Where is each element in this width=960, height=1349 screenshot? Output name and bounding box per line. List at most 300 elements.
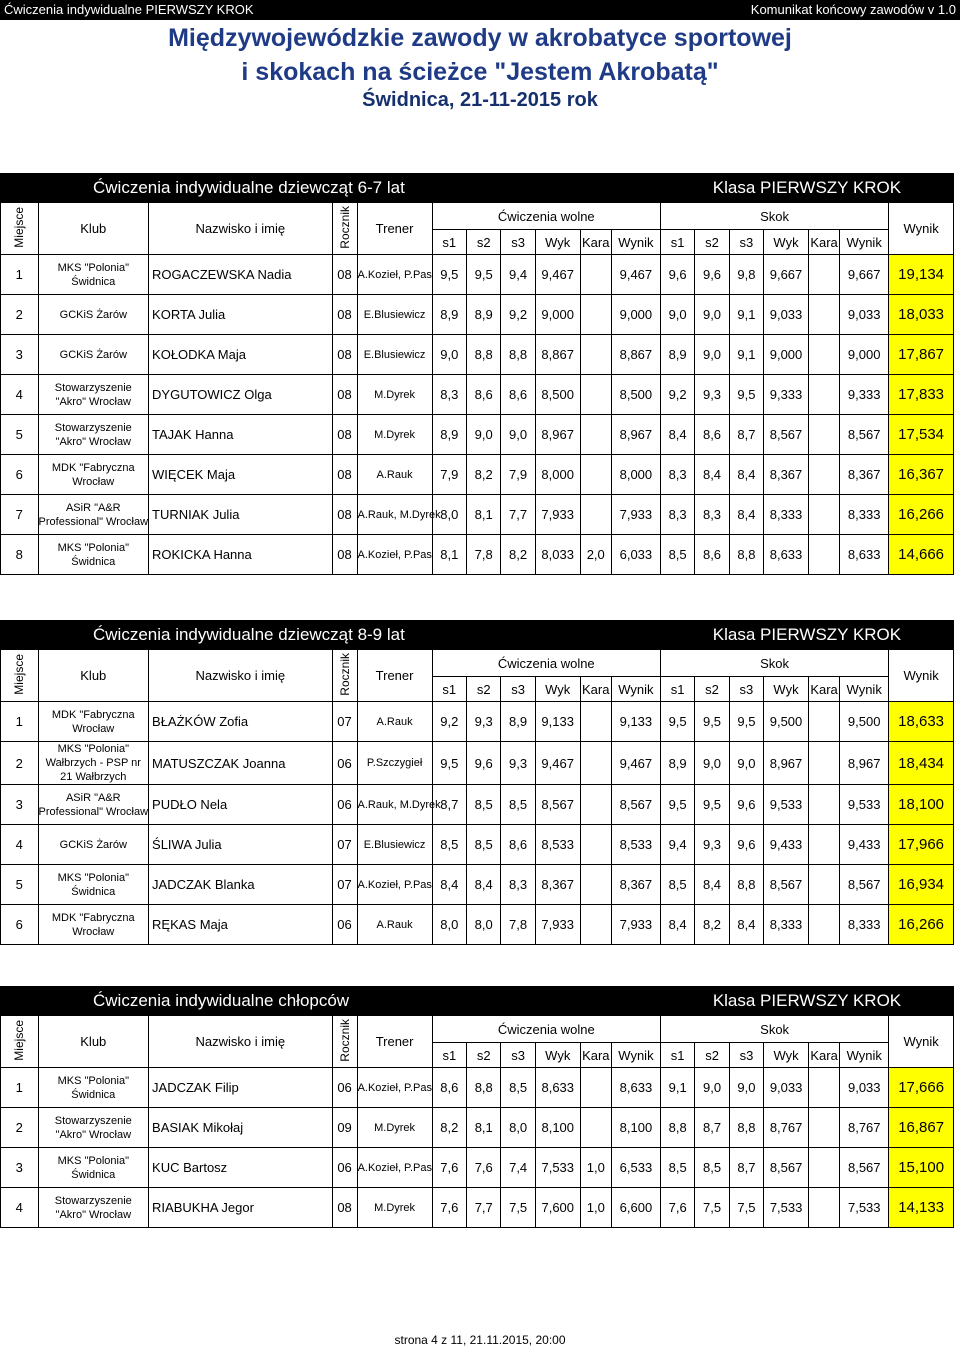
cell-floor-score: 8,0 [466,905,500,945]
header-vault-s3: s3 [729,677,763,702]
cell-coach: A.Rauk [357,905,432,945]
table-row [1,1108,954,1148]
table-row [1,375,954,415]
cell-floor-score: 7,7 [501,495,535,535]
table-row [1,1188,954,1228]
cell-total: 18,100 [889,785,954,825]
cell-vault-score: 8,633 [840,535,889,575]
header-vault-wyk: Wyk [764,230,809,255]
cell-floor-score: 9,5 [466,255,500,295]
header-result: Wynik [889,650,954,702]
cell-floor-score [580,905,611,945]
cell-coach: M.Dyrek [357,1108,432,1148]
cell-vault-score: 8,567 [764,865,809,905]
cell-name: BŁAŻKÓW Zofia [149,702,332,742]
cell-vault-score [808,375,839,415]
header-place-label: Miejsce [12,1019,27,1061]
cell-vault-score: 9,0 [660,295,694,335]
cell-vault-score: 9,667 [840,255,889,295]
header-year [332,650,357,702]
cell-vault-score: 7,6 [660,1188,694,1228]
cell-floor-score [580,255,611,295]
header-result: Wynik [889,203,954,255]
cell-vault-score: 9,4 [660,825,694,865]
cell-floor-score: 8,867 [535,335,580,375]
cell-floor-score: 8,100 [535,1108,580,1148]
cell-year: 08 [332,455,357,495]
cell-vault-score: 8,9 [660,335,694,375]
cell-coach: E.Blusiewicz [357,335,432,375]
cell-vault-score: 9,500 [840,702,889,742]
header-vault-s2: s2 [695,230,729,255]
cell-vault-score: 8,2 [695,905,729,945]
cell-club: Stowarzyszenie "Akro" Wrocław [38,1188,149,1228]
header-floor-wyk: Wyk [535,677,580,702]
cell-club: GCKiS Żarów [38,825,149,865]
cell-name: ROKICKA Hanna [149,535,332,575]
header-name: Nazwisko i imię [149,203,332,255]
cell-floor-score: 6,033 [611,535,660,575]
cell-floor-score [580,785,611,825]
cell-vault-score: 9,1 [729,295,763,335]
cell-vault-score: 8,5 [660,865,694,905]
cell-vault-score: 8,633 [764,535,809,575]
cell-floor-score: 8,0 [501,1108,535,1148]
cell-year: 08 [332,295,357,335]
cell-vault-score: 8,4 [695,455,729,495]
cell-vault-score [808,742,839,785]
header-vault-wynik: Wynik [840,230,889,255]
cell-vault-score: 9,0 [695,295,729,335]
cell-vault-score: 9,533 [840,785,889,825]
cell-place: 1 [1,702,39,742]
cell-floor-score: 7,6 [432,1148,466,1188]
cell-year: 06 [332,785,357,825]
cell-vault-score: 8,333 [840,905,889,945]
cell-club: MDK "Fabryczna Wrocław [38,455,149,495]
cell-floor-score [580,335,611,375]
header-floor-s1: s1 [432,677,466,702]
cell-year: 08 [332,415,357,455]
cell-coach: A.Rauk [357,455,432,495]
cell-place: 6 [1,455,39,495]
cell-floor-score: 7,933 [535,495,580,535]
cell-place: 2 [1,1108,39,1148]
cell-vault-score [809,1148,840,1188]
results-table-section-1 [0,173,954,575]
cell-floor-score: 7,933 [611,495,660,535]
header-vault-s1: s1 [660,677,694,702]
cell-place: 3 [1,1148,39,1188]
cell-floor-score: 8,2 [432,1108,466,1148]
cell-total: 14,666 [889,535,954,575]
cell-year: 07 [332,702,357,742]
section-class-label: Klasa PIERWSZY KROK [660,987,953,1016]
cell-floor-score: 8,2 [466,455,500,495]
cell-name: KUC Bartosz [149,1148,333,1188]
cell-name: TAJAK Hanna [149,415,332,455]
cell-vault-score: 8,9 [660,742,694,785]
header-floor-wynik: Wynik [611,230,660,255]
cell-vault-score: 9,1 [729,335,763,375]
cell-vault-score [808,702,839,742]
cell-vault-score: 8,4 [695,865,729,905]
cell-total: 17,666 [889,1068,954,1108]
cell-vault-score: 8,333 [764,905,809,945]
cell-place: 4 [1,1188,39,1228]
cell-year: 08 [332,335,357,375]
header-floor-kara: Kara [580,230,611,255]
section-title-bar [1,987,954,1016]
cell-vault-score: 9,0 [695,1068,729,1108]
cell-floor-score: 8,1 [466,495,500,535]
cell-vault-score [809,1108,840,1148]
cell-name: DYGUTOWICZ Olga [149,375,332,415]
header-floor: Ćwiczenia wolne [432,203,660,230]
cell-vault-score [808,905,839,945]
cell-vault-score: 9,5 [695,785,729,825]
header-floor-wyk: Wyk [535,230,580,255]
cell-floor-score: 7,5 [501,1188,535,1228]
cell-floor-score: 8,1 [467,1108,501,1148]
header-floor-s1: s1 [432,1043,466,1068]
header-floor-s3: s3 [501,677,535,702]
section-title: Ćwiczenia indywidualne dziewcząt 8-9 lat [1,621,661,650]
cell-floor-score: 8,967 [611,415,660,455]
header-floor-s2: s2 [466,230,500,255]
cell-place: 2 [1,295,39,335]
header-place-label: Miejsce [12,653,27,695]
cell-vault-score: 9,5 [729,702,763,742]
cell-total: 16,367 [889,455,954,495]
cell-vault-score: 9,2 [660,375,694,415]
table-row [1,255,954,295]
cell-floor-score: 8,5 [466,785,500,825]
cell-total: 17,867 [889,335,954,375]
header-coach: Trener [357,203,432,255]
cell-name: KORTA Julia [149,295,332,335]
cell-coach: A.Rauk, M.Dyrek [357,785,432,825]
cell-year: 08 [332,255,357,295]
section-title: Ćwiczenia indywidualne chłopców [1,987,661,1016]
cell-vault-score [808,535,839,575]
cell-club: MKS "Polonia" Świdnica [38,865,149,905]
cell-club: GCKiS Żarów [38,335,149,375]
cell-floor-score: 7,8 [466,535,500,575]
cell-vault-score [808,825,839,865]
cell-club: MKS "Polonia" Wałbrzych - PSP nr 21 Wałbrzych [38,742,149,785]
cell-vault-score: 9,8 [729,255,763,295]
cell-floor-score: 8,6 [501,825,535,865]
cell-vault-score: 9,000 [840,335,889,375]
header-vault-kara: Kara [809,1043,840,1068]
table-row [1,702,954,742]
results-table-section-3 [0,986,954,1228]
results-table-section-2 [0,620,954,945]
cell-vault-score: 8,967 [840,742,889,785]
cell-floor-score: 8,9 [432,415,466,455]
cell-vault-score [808,455,839,495]
cell-floor-score: 9,467 [535,742,580,785]
cell-vault-score: 9,0 [695,742,729,785]
cell-floor-score: 9,0 [501,415,535,455]
cell-floor-score: 9,467 [611,255,660,295]
cell-floor-score: 8,000 [535,455,580,495]
cell-floor-score: 9,6 [466,742,500,785]
cell-vault-score: 8,8 [729,535,763,575]
cell-year: 07 [332,825,357,865]
header-name: Nazwisko i imię [149,1016,333,1068]
page-header-bar [0,0,960,20]
cell-floor-score [580,415,611,455]
cell-name: JADCZAK Filip [149,1068,333,1108]
cell-vault-score: 9,033 [840,295,889,335]
cell-floor-score: 8,533 [611,825,660,865]
cell-floor-score: 9,3 [501,742,535,785]
cell-name: ROGACZEWSKA Nadia [149,255,332,295]
cell-floor-score: 8,967 [535,415,580,455]
cell-vault-score: 9,6 [660,255,694,295]
header-club: Klub [38,650,149,702]
cell-floor-score: 8,9 [501,702,535,742]
header-place [1,1016,39,1068]
cell-floor-score: 8,3 [432,375,466,415]
header-vault-s2: s2 [695,677,729,702]
cell-year: 06 [332,1068,357,1108]
cell-vault-score: 8,5 [695,1148,729,1188]
cell-club: MKS "Polonia" Świdnica [38,1068,149,1108]
cell-name: RĘKAS Maja [149,905,332,945]
cell-floor-score: 8,500 [611,375,660,415]
cell-vault-score [808,295,839,335]
cell-club: MKS "Polonia" Świdnica [38,255,149,295]
cell-vault-score: 9,3 [695,375,729,415]
cell-vault-score: 9,033 [764,295,809,335]
cell-vault-score: 9,6 [729,785,763,825]
cell-floor-score: 7,9 [432,455,466,495]
cell-floor-score: 7,533 [535,1148,580,1188]
table-row [1,335,954,375]
cell-vault-score: 9,5 [695,702,729,742]
header-vault-wyk: Wyk [764,677,809,702]
header-year [332,203,357,255]
header-vault-s3: s3 [729,230,763,255]
cell-vault-score: 8,567 [840,865,889,905]
cell-vault-score: 9,333 [840,375,889,415]
table-row [1,1148,954,1188]
cell-vault-score: 9,500 [764,702,809,742]
page-title-line-2: i skokach na ścieżce "Jestem Akrobatą" [241,58,719,86]
cell-floor-score: 6,533 [611,1148,660,1188]
table-row [1,495,954,535]
page-title-line-3: Świdnica, 21-11-2015 rok [362,89,598,111]
cell-coach: A.Rauk [357,702,432,742]
header-floor-s1: s1 [432,230,466,255]
table-row [1,865,954,905]
cell-club: MKS "Polonia" Świdnica [38,535,149,575]
header-place [1,203,39,255]
cell-total: 16,867 [889,1108,954,1148]
cell-floor-score: 2,0 [580,535,611,575]
cell-floor-score: 9,3 [466,702,500,742]
table-row [1,825,954,865]
header-vault-kara: Kara [808,677,839,702]
cell-vault-score: 9,6 [729,825,763,865]
cell-place: 8 [1,535,39,575]
cell-floor-score: 6,600 [611,1188,660,1228]
cell-club: Stowarzyszenie "Akro" Wrocław [38,415,149,455]
cell-club: MDK "Fabryczna Wrocław [38,702,149,742]
cell-vault-score: 8,5 [660,1148,694,1188]
cell-floor-score: 9,2 [501,295,535,335]
header-floor-kara: Kara [580,1043,611,1068]
table-row [1,535,954,575]
cell-club: MDK "Fabryczna Wrocław [38,905,149,945]
cell-vault-score: 8,6 [695,535,729,575]
header-floor-s3: s3 [501,230,535,255]
header-vault-s1: s1 [660,1043,694,1068]
cell-floor-score: 9,000 [611,295,660,335]
cell-total: 17,534 [889,415,954,455]
cell-vault-score: 9,1 [660,1068,694,1108]
cell-total: 17,833 [889,375,954,415]
cell-floor-score: 8,500 [535,375,580,415]
cell-floor-score: 9,4 [501,255,535,295]
cell-floor-score: 1,0 [580,1148,611,1188]
cell-total: 18,633 [889,702,954,742]
section-class-label: Klasa PIERWSZY KROK [660,174,953,203]
cell-vault-score [808,865,839,905]
cell-vault-score: 8,367 [764,455,809,495]
cell-floor-score [580,375,611,415]
cell-place: 7 [1,495,39,535]
cell-floor-score: 8,367 [535,865,580,905]
cell-floor-score: 8,9 [466,295,500,335]
cell-vault-score: 8,767 [764,1108,809,1148]
cell-vault-score: 8,333 [840,495,889,535]
cell-vault-score: 8,767 [840,1108,889,1148]
cell-vault-score: 8,3 [660,495,694,535]
cell-floor-score: 8,100 [611,1108,660,1148]
cell-year: 08 [332,495,357,535]
cell-place: 1 [1,1068,39,1108]
cell-floor-score: 7,933 [611,905,660,945]
header-vault-wynik: Wynik [840,677,889,702]
cell-vault-score: 8,8 [729,1108,763,1148]
cell-vault-score: 9,6 [695,255,729,295]
cell-vault-score: 8,7 [695,1108,729,1148]
cell-floor-score [580,1108,611,1148]
cell-coach: E.Blusiewicz [357,295,432,335]
header-vault: Skok [660,203,888,230]
cell-vault-score [808,255,839,295]
table-row [1,295,954,335]
header-vault-wynik: Wynik [840,1043,889,1068]
header-year-label: Rocznik [337,652,352,696]
cell-coach: M.Dyrek [357,415,432,455]
cell-vault-score: 8,567 [840,1148,889,1188]
cell-vault-score: 8,4 [729,455,763,495]
cell-floor-score: 7,933 [535,905,580,945]
cell-place: 3 [1,785,39,825]
table-header-row [1,650,954,677]
header-vault-s1: s1 [660,230,694,255]
cell-floor-score: 8,633 [535,1068,580,1108]
header-vault-s2: s2 [695,1043,729,1068]
cell-coach: A.Kozieł, P.Pas [357,535,432,575]
cell-total: 16,266 [889,495,954,535]
cell-floor-score: 8,8 [467,1068,501,1108]
cell-floor-score: 8,5 [501,785,535,825]
cell-floor-score: 8,6 [432,1068,466,1108]
cell-floor-score [580,295,611,335]
cell-floor-score [580,455,611,495]
header-year-label: Rocznik [337,205,352,249]
cell-floor-score [580,865,611,905]
cell-place: 1 [1,255,39,295]
cell-vault-score: 9,0 [729,1068,763,1108]
cell-floor-score: 8,4 [466,865,500,905]
cell-vault-score: 8,4 [660,415,694,455]
cell-vault-score [808,415,839,455]
cell-place: 5 [1,865,39,905]
cell-floor-score [580,1068,611,1108]
cell-floor-score: 8,5 [501,1068,535,1108]
header-floor: Ćwiczenia wolne [432,650,660,677]
cell-vault-score: 9,5 [729,375,763,415]
cell-vault-score: 8,567 [764,415,809,455]
cell-vault-score: 8,8 [660,1108,694,1148]
cell-floor-score: 9,2 [432,702,466,742]
cell-floor-score: 1,0 [580,1188,611,1228]
cell-floor-score: 8,033 [535,535,580,575]
cell-year: 06 [332,1148,357,1188]
cell-floor-score: 7,600 [535,1188,580,1228]
cell-total: 14,133 [889,1188,954,1228]
cell-vault-score [808,335,839,375]
section-title-bar [1,174,954,203]
cell-vault-score: 8,3 [660,455,694,495]
header-coach: Trener [357,1016,432,1068]
cell-floor-score: 8,533 [535,825,580,865]
cell-vault-score: 9,000 [764,335,809,375]
cell-floor-score: 8,867 [611,335,660,375]
cell-floor-score [580,702,611,742]
cell-vault-score: 8,567 [764,1148,809,1188]
cell-floor-score: 8,8 [501,335,535,375]
cell-floor-score [580,825,611,865]
cell-club: Stowarzyszenie "Akro" Wrocław [38,375,149,415]
cell-floor-score: 9,0 [466,415,500,455]
table-header-row [1,1016,954,1043]
cell-vault-score: 8,367 [840,455,889,495]
cell-floor-score: 9,467 [611,742,660,785]
cell-vault-score: 9,333 [764,375,809,415]
header-name: Nazwisko i imię [149,650,332,702]
cell-place: 3 [1,335,39,375]
header-floor-s3: s3 [501,1043,535,1068]
header-vault: Skok [660,650,888,677]
header-year [332,1016,357,1068]
cell-floor-score: 8,5 [466,825,500,865]
table-row [1,1068,954,1108]
cell-floor-score: 8,000 [611,455,660,495]
cell-vault-score: 8,3 [695,495,729,535]
cell-total: 17,966 [889,825,954,865]
cell-vault-score: 7,5 [695,1188,729,1228]
cell-vault-score: 8,4 [729,495,763,535]
cell-coach: A.Rauk, M.Dyrek [357,495,432,535]
